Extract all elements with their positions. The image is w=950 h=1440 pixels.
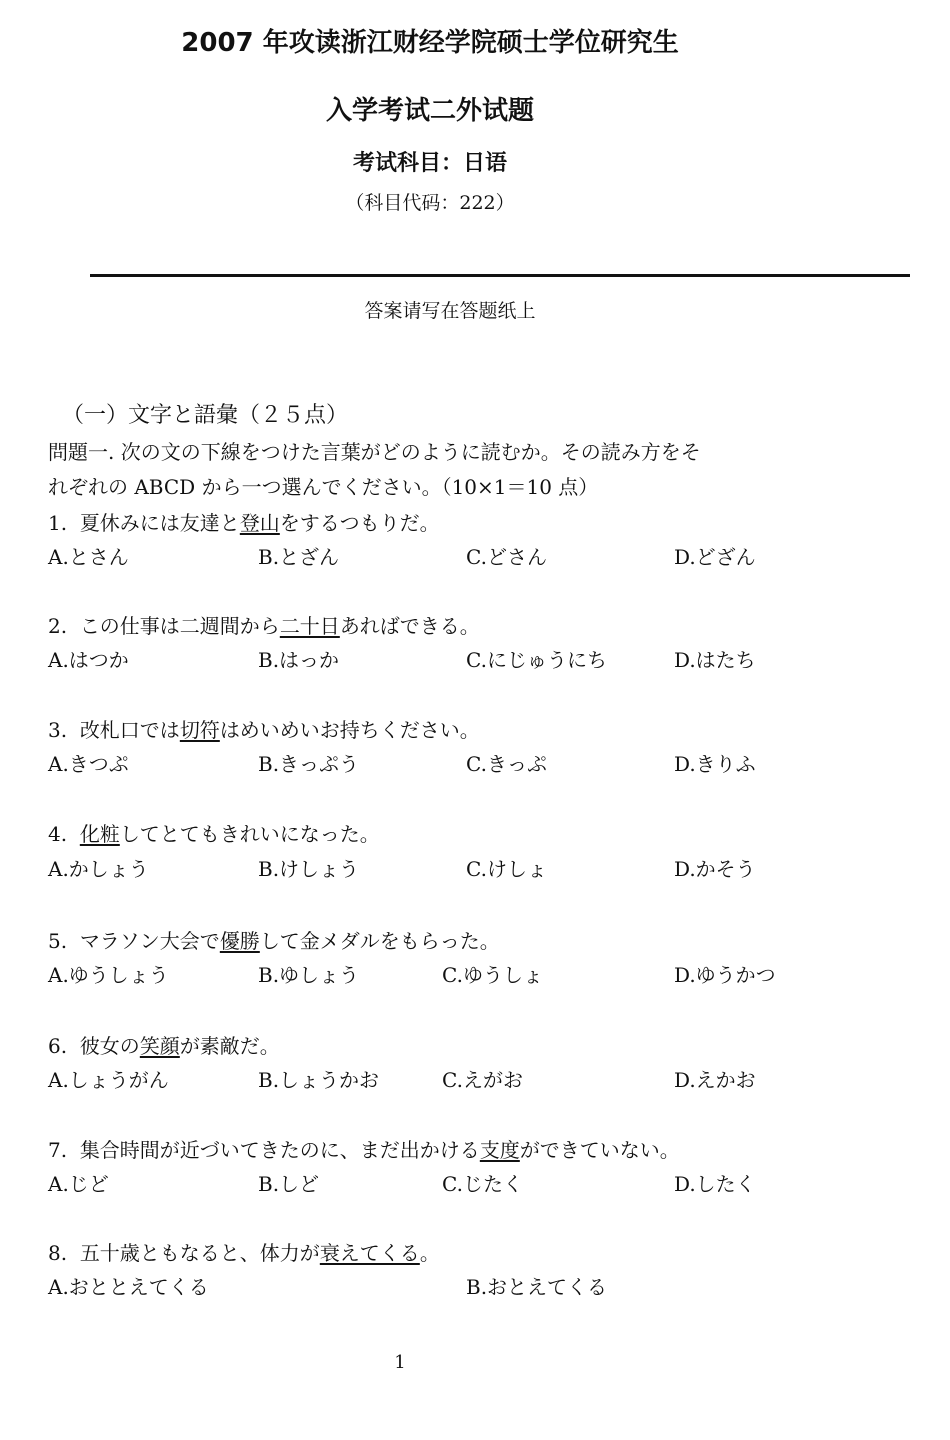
- option-b: B.しど: [258, 1172, 320, 1196]
- question-7: [48, 1134, 680, 1163]
- question-text-pre: 夏休みには友達と: [79, 511, 240, 535]
- option-a: A.とさん: [48, 545, 129, 569]
- option-c: C.にじゅうにち: [466, 648, 607, 672]
- underlined-word: 支度: [479, 1138, 520, 1162]
- question-text-post: してとてもきれいになった。: [119, 822, 380, 846]
- exam-subject: 考试科目：日语: [352, 151, 507, 176]
- underlined-word: 笑顔: [139, 1034, 180, 1058]
- question-6: [48, 1030, 280, 1059]
- option-c: C.けしょ: [466, 857, 547, 881]
- question-text-pre: 彼女の: [79, 1034, 140, 1058]
- option-c: C.きっぷ: [466, 752, 547, 776]
- underlined-word: 化粧: [79, 822, 120, 846]
- question-text-post: ができていない。: [519, 1138, 680, 1162]
- question-text-pre: この仕事は二週間から: [79, 614, 280, 638]
- option-c: C.えがお: [442, 1068, 523, 1092]
- option-a: A.はつか: [48, 648, 129, 672]
- question-4: [48, 818, 380, 847]
- question-8: [48, 1237, 440, 1266]
- option-a: A.おととえてくる: [48, 1275, 209, 1299]
- option-b: B.とざん: [258, 545, 340, 569]
- question-text-post: はめいめいお持ちください。: [219, 718, 480, 742]
- question-text-pre: マラソン大会で: [79, 929, 220, 953]
- question-text-post: 。: [419, 1241, 440, 1265]
- option-c: C.どさん: [466, 545, 547, 569]
- option-a: A.しょうがん: [48, 1068, 169, 1092]
- question-3: [48, 714, 480, 743]
- option-b: B.おとえてくる: [466, 1275, 608, 1299]
- answer-notice: 答案请写在答题纸上: [364, 300, 536, 322]
- option-d: D.きりふ: [674, 752, 756, 776]
- underlined-word: 切符: [179, 718, 220, 742]
- option-b: B.しょうかお: [258, 1068, 380, 1092]
- question-text-post: が素敵だ。: [179, 1034, 280, 1058]
- question-5: [48, 925, 500, 954]
- option-d: D.したく: [674, 1172, 756, 1196]
- question-text-pre: 改札口では: [79, 718, 180, 742]
- question-2: [48, 610, 480, 639]
- option-b: B.はっか: [258, 648, 340, 672]
- question-number: 1.: [48, 511, 68, 535]
- question-number: 4.: [48, 822, 68, 846]
- question-text-pre: 五十歳ともなると、体力が: [79, 1241, 320, 1265]
- question-number: 3.: [48, 718, 68, 742]
- instruction-line-1: 問題一. 次の文の下線をつけた言葉がどのように読むか。その読み方をそ: [48, 440, 701, 464]
- option-b: B.けしょう: [258, 857, 360, 881]
- option-b: B.ゆしょう: [258, 963, 360, 987]
- question-number: 2.: [48, 614, 68, 638]
- underlined-word: 衰えてくる: [319, 1241, 420, 1265]
- question-text-pre: 集合時間が近づいてきたのに、まだ出かける: [79, 1138, 480, 1162]
- question-number: 6.: [48, 1034, 68, 1058]
- option-a: A.きつぷ: [48, 752, 129, 776]
- option-d: D.かそう: [674, 857, 756, 881]
- option-a: A.ゆうしょう: [48, 963, 169, 987]
- question-text-post: して金メダルをもらった。: [259, 929, 500, 953]
- subject-code: （科目代码：222）: [345, 192, 515, 214]
- section-heading: （一）文字と語彙（２５点）: [62, 403, 349, 428]
- option-a: A.じど: [48, 1172, 109, 1196]
- underlined-word: 二十日: [279, 614, 340, 638]
- question-number: 7.: [48, 1138, 68, 1162]
- option-d: D.ゆうかつ: [674, 963, 776, 987]
- question-number: 5.: [48, 929, 68, 953]
- underlined-word: 登山: [239, 511, 280, 535]
- underlined-word: 優勝: [219, 929, 260, 953]
- option-d: D.はたち: [674, 648, 756, 672]
- option-b: B.きっぷう: [258, 752, 360, 776]
- exam-title-line1: 2007 年攻读浙江财经学院硕士学位研究生: [181, 28, 679, 58]
- option-c: C.じたく: [442, 1172, 523, 1196]
- question-text-post: あればできる。: [339, 614, 480, 638]
- option-d: D.えかお: [674, 1068, 756, 1092]
- header-divider: [90, 274, 910, 277]
- option-c: C.ゆうしょ: [442, 963, 543, 987]
- question-number: 8.: [48, 1241, 68, 1265]
- question-1: [48, 507, 440, 536]
- instruction-line-2: れぞれの ABCD から一つ選んでください。（10×1＝10 点）: [48, 475, 599, 499]
- option-d: D.どざん: [674, 545, 756, 569]
- exam-title-line2: 入学考试二外试题: [325, 96, 534, 126]
- page-number: 1: [394, 1352, 406, 1373]
- question-text-post: をするつもりだ。: [279, 511, 440, 535]
- option-a: A.かしょう: [48, 857, 149, 881]
